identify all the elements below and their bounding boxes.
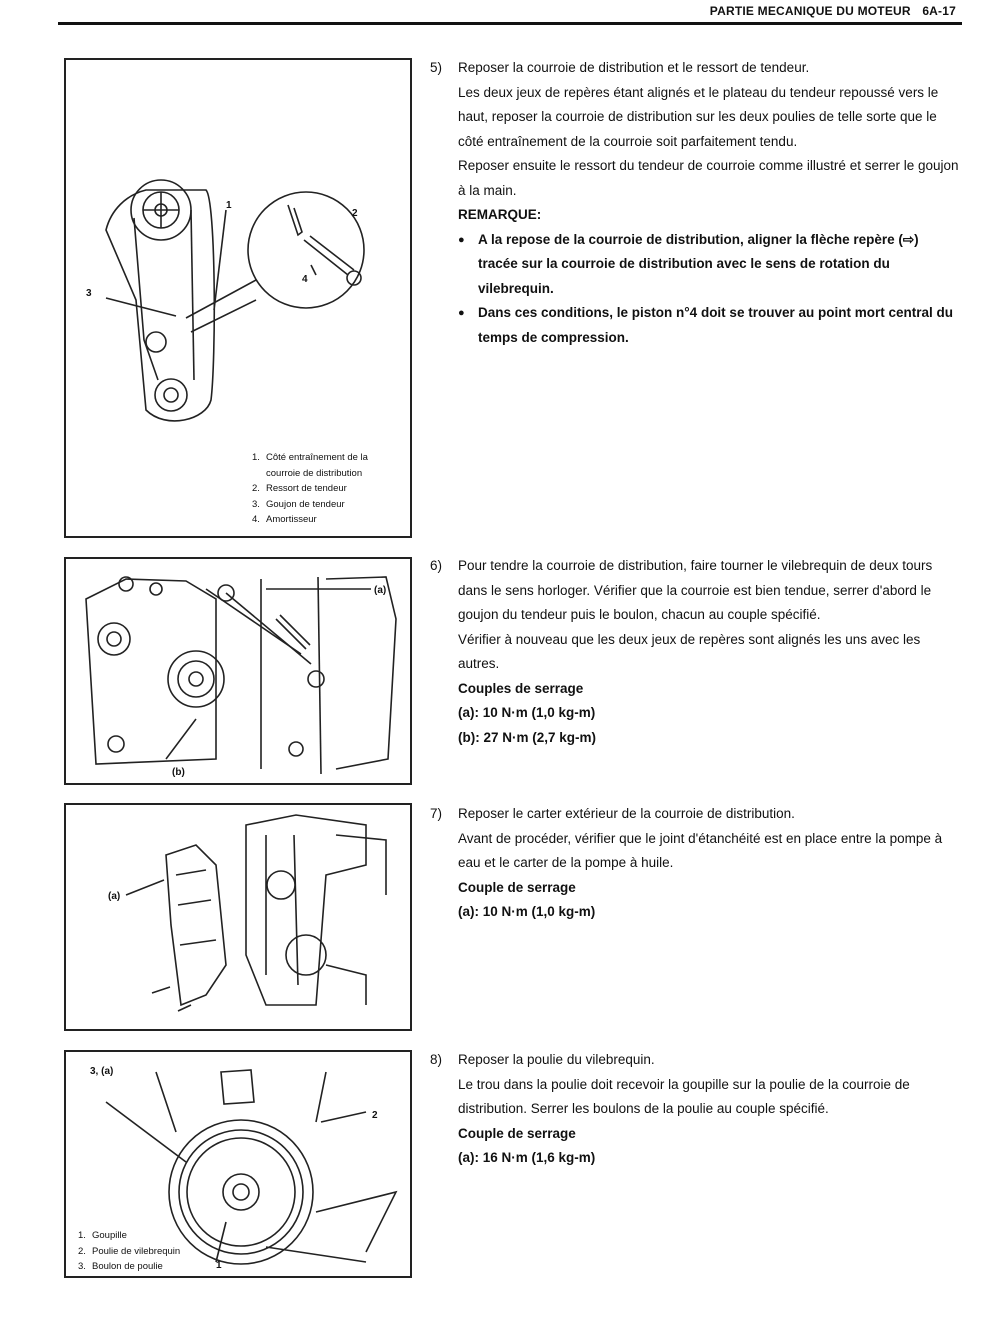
torque-value: (a): 16 N·m (1,6 kg-m) xyxy=(458,1150,596,1165)
step-7 xyxy=(430,802,960,925)
legend-item: 1. Goupille xyxy=(78,1230,127,1241)
figure-crankshaft-pulley xyxy=(64,1050,412,1278)
callout-3a: 3, (a) xyxy=(90,1066,114,1077)
section-title: PARTIE MECANIQUE DU MOTEUR xyxy=(709,4,911,18)
step-paragraph: Vérifier à nouveau que les deux jeux de repères sont alignés les uns avec les autres. xyxy=(458,631,921,671)
legend-item: 3. Boulon de poulie xyxy=(78,1261,163,1272)
torque-value: (a): 10 N·m (1,0 kg-m) xyxy=(458,904,596,919)
torque-label: Couples de serrage xyxy=(458,680,584,696)
callout-1: 1 xyxy=(216,1260,222,1271)
step-paragraph: Les deux jeux de repères étant alignés et le plateau du tendeur repoussé vers le haut, reposer la courroie de distribution sur les deux poulies de telle sorte que le côté entraînement de la courroie soit parfaitement tendu. xyxy=(458,84,939,149)
legend-item: 4. Amortisseur xyxy=(252,514,317,525)
engine-front-illustration xyxy=(66,559,410,783)
torque-value: (a): 10 N·m (1,0 kg-m) xyxy=(458,705,596,720)
step-paragraph: Reposer ensuite le ressort du tendeur de courroie comme illustré et serrer le goujon à la main. xyxy=(458,158,959,198)
legend-item: 2. Poulie de vilebrequin xyxy=(78,1245,181,1257)
step-paragraph: Pour tendre la courroie de distribution, faire tourner le vilebrequin de deux tours dans le sens horloger. Vérifier que la courroie est bien tendue, serrer d'abord le goujon du tendeur puis le boulon, chacun au couple spécifié. xyxy=(458,558,933,622)
figure-legend xyxy=(78,1228,180,1275)
figure-timing-belt-tensioner xyxy=(64,58,412,538)
legend-item: 2. Ressort de tendeur xyxy=(252,483,347,494)
step-6 xyxy=(430,554,960,750)
callout-b: (b) xyxy=(172,767,185,778)
torque-value: (b): 27 N·m (2,7 kg-m) xyxy=(458,729,597,745)
step-number: 5) xyxy=(430,60,443,75)
callout-2: 2 xyxy=(372,1110,378,1121)
step-number: 8) xyxy=(430,1052,443,1067)
torque-label: Couple de serrage xyxy=(458,879,576,895)
callout-1: 1 xyxy=(226,200,232,211)
step-paragraph: Le trou dans la poulie doit recevoir la goupille sur la poulie de la courroie de distribution. Serrer les boulons de la poulie au couple spécifié. xyxy=(458,1076,910,1116)
page-header xyxy=(710,4,956,18)
step-paragraph: Avant de procéder, vérifier que le joint d'étanchéité est en place entre la pompe à eau et le carter de la pompe à huile. xyxy=(458,830,943,870)
figure-belt-tension xyxy=(64,557,412,785)
legend-item: 3. Goujon de tendeur xyxy=(252,498,345,510)
step-title: Reposer la courroie de distribution et le ressort de tendeur. xyxy=(458,60,810,75)
step-number: 6) xyxy=(430,558,443,573)
step-8 xyxy=(430,1048,960,1171)
torque-label: Couple de serrage xyxy=(458,1125,576,1141)
callout-a: (a) xyxy=(374,585,387,596)
remark-item: ● Dans ces conditions, le piston n°4 doit se trouver au point mort central du temps de compression. xyxy=(478,301,960,350)
step-5 xyxy=(430,56,960,350)
legend-item: 1. Côté entraînement de la xyxy=(252,452,368,463)
legend-item: courroie de distribution xyxy=(266,467,363,479)
figure-outer-cover xyxy=(64,803,412,1031)
remark-label: REMARQUE: xyxy=(458,207,542,222)
callout-3: 3 xyxy=(86,288,92,299)
step-title: Reposer la poulie du vilebrequin. xyxy=(458,1052,655,1067)
figure-legend xyxy=(252,450,368,528)
callout-2: 2 xyxy=(352,208,358,219)
remark-list xyxy=(458,228,960,351)
remark-item: ● A la repose de la courroie de distribution, aligner la flèche repère (⇨) tracée sur la courroie de distribution avec le sens de rotation du vilebrequin. xyxy=(478,228,960,302)
page-number: 6A-17 xyxy=(922,4,956,18)
step-title: Reposer le carter extérieur de la courroie de distribution. xyxy=(458,806,795,821)
callout-a: (a) xyxy=(108,891,121,902)
step-number: 7) xyxy=(430,806,443,821)
callout-4: 4 xyxy=(302,274,308,285)
header-rule xyxy=(58,22,962,25)
cover-illustration xyxy=(66,805,410,1029)
